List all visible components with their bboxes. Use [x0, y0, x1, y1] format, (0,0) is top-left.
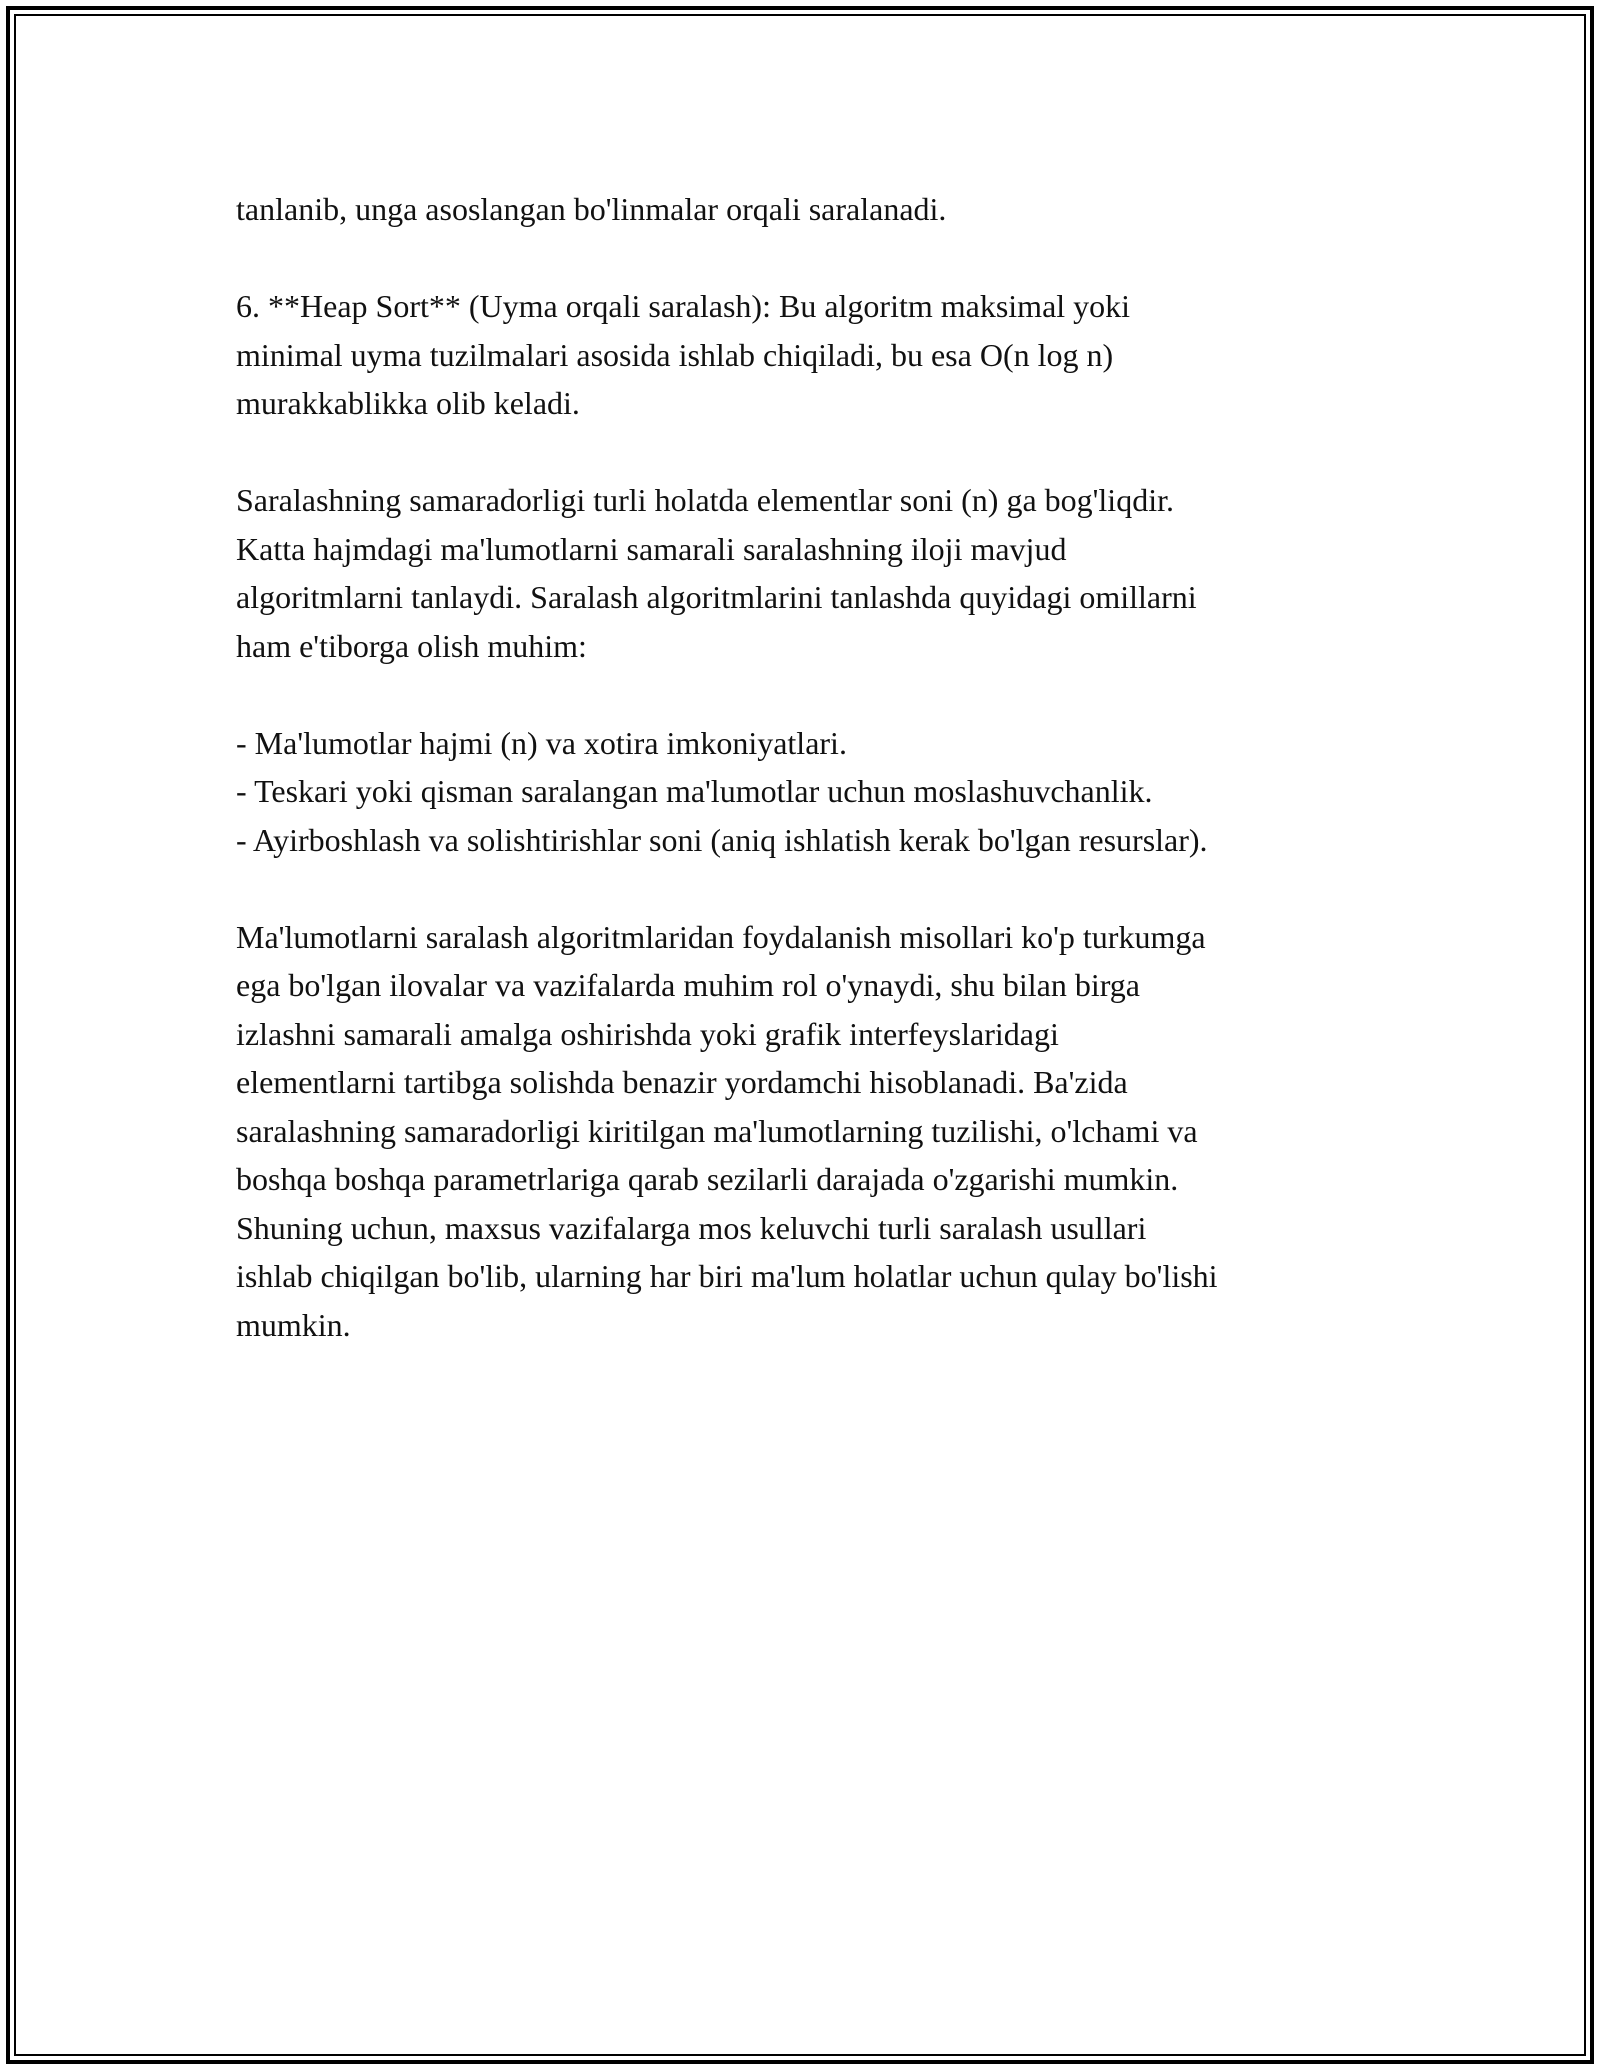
paragraph-heap-sort: 6. **Heap Sort** (Uyma orqali saralash): Bu algoritm maksimal yoki minimal uyma tuzilmalari asosida ishlab chiqiladi, bu esa O(n log n) murakkablikka olib keladi.	[236, 288, 1131, 421]
document-body	[236, 185, 1396, 1349]
paragraph-examples: Ma'lumotlarni saralash algoritmlaridan foydalanish misollari ko'p turkumga ega bo'lgan ilovalar va vazifalarda muhim rol o'ynaydi, shu bilan birga izlashni samarali amalga oshirishda yoki grafik interfeyslaridagi elementlarni tartibga solishda benazir yordamchi hisoblanadi. Ba'zida saralashning samaradorligi kiritilgan ma'lumotlarning tuzilishi, o'lchami va boshqa boshqa parametrlariga qarab sezilarli darajada o'zgarishi mumkin. Shuning uchun, maxsus vazifalarga mos keluvchi turli saralash usullari ishlab chiqilgan bo'lib, ularning har biri ma'lum holatlar uchun qulay bo'lishi mumkin.	[236, 918, 1218, 1343]
paragraph-continuation: tanlanib, unga asoslangan bo'linmalar orqali saralanadi.	[236, 191, 947, 227]
paragraph-efficiency: Saralashning samaradorligi turli holatda elementlar soni (n) ga bog'liqdir. Katta hajmdagi ma'lumotlarni samarali saralashning iloji mavjud algoritmlarni tanlaydi. Saralash algoritmlarini tanlashda quyidagi omillarni ham e'tiborga olish muhim:	[236, 482, 1197, 664]
factors-list: - Ma'lumotlar hajmi (n) va xotira imkoniyatlari. - Teskari yoki qisman saralangan ma'lumotlar uchun moslashuvchanlik. - Ayirboshlash va solishtirishlar soni (aniq ishlatish kerak bo'lgan resurslar).	[236, 724, 1208, 858]
